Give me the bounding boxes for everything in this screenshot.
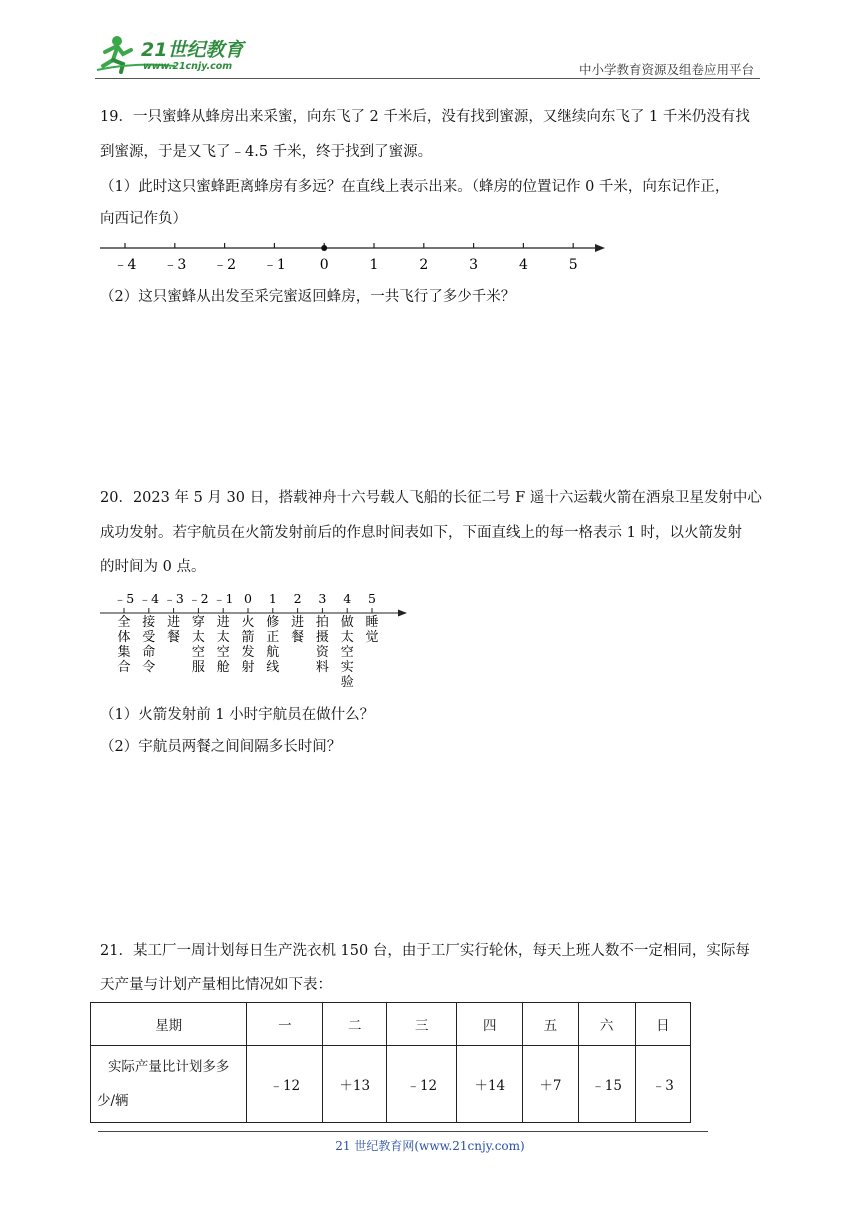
q20-sub1: （1）火箭发射前 1 小时宇航员在做什么？: [100, 707, 375, 723]
schedule-activity-char: 航: [266, 645, 280, 660]
schedule-tick-label: ﹣2: [188, 591, 209, 606]
schedule-activity-char: 进: [291, 615, 305, 630]
table-row: [91, 1046, 691, 1123]
schedule-activity-char: 空: [340, 645, 354, 660]
q19-sub1-line2: 向西记作负）: [100, 211, 187, 227]
svg-text:www.21cnjy.com: www.21cnjy.com: [143, 61, 233, 72]
schedule-activity-char: 正: [266, 630, 280, 645]
schedule-activity-char: 摄: [315, 630, 329, 645]
q20-text-line1: 20．2023 年 5 月 30 日，搭载神舟十六号载人飞船的长征二号 F 遥十六运载火箭在酒泉卫星发射中心: [100, 490, 762, 506]
schedule-activity-char: 实: [340, 660, 354, 675]
q20-sub2: （2）宇航员两餐之间间隔多长时间？: [100, 739, 342, 755]
schedule-activity-char: 火: [241, 615, 255, 630]
origin-dot: [321, 245, 327, 251]
q20-text-line2: 成功发射。若宇航员在火箭发射前后的作息时间表如下，下面直线上的每一格表示 1 时，以火箭发射: [100, 525, 742, 541]
table-cell: ﹣15: [578, 1046, 635, 1123]
schedule-activity-char: 睡: [365, 615, 379, 630]
schedule-activity-char: 餐: [291, 630, 305, 645]
table-cell: ﹣12: [247, 1046, 323, 1123]
svg-text:21世纪教育: 21世纪教育: [141, 39, 244, 61]
table-header-day: 三: [387, 1003, 457, 1046]
schedule-activity-char: 太: [340, 630, 354, 645]
schedule-activity-char: 全: [117, 615, 131, 630]
schedule-tick-label: 3: [318, 591, 327, 606]
table-header-day: 四: [457, 1003, 523, 1046]
schedule-activity-char: 服: [191, 660, 205, 675]
number-line-label: 2: [419, 257, 429, 273]
schedule-activity-char: 体: [117, 630, 131, 645]
schedule-activity-char: 令: [142, 660, 156, 675]
runner-icon: [95, 32, 265, 74]
schedule-tick-label: ﹣4: [138, 591, 160, 606]
table-cell: ＋13: [323, 1046, 387, 1123]
schedule-tick-label: ﹣1: [212, 591, 234, 606]
q20-schedule-line: [95, 586, 415, 694]
schedule-tick-label: ﹣5: [113, 591, 135, 606]
schedule-activity-char: 受: [142, 630, 156, 645]
table-header-day: 日: [635, 1003, 690, 1046]
table-cell: ＋7: [523, 1046, 578, 1123]
site-logo[interactable]: [95, 32, 265, 74]
table-header-day: 二: [323, 1003, 387, 1046]
schedule-activity-char: 做: [340, 615, 354, 630]
schedule-tick-label: 4: [343, 591, 352, 606]
q19-sub2: （2）这只蜜蜂从出发至采完蜜返回蜂房，一共飞行了多少千米？: [100, 289, 516, 305]
schedule-activity-char: 餐: [167, 630, 181, 645]
schedule-tick-label: 5: [368, 591, 376, 606]
number-line-label: ﹣2: [213, 257, 237, 273]
schedule-activity-char: 进: [216, 615, 230, 630]
schedule-tick-label: 1: [268, 591, 277, 606]
header-platform-text: 中小学教育资源及组卷应用平台: [578, 63, 754, 77]
schedule-activity-char: 射: [241, 660, 255, 675]
schedule-tick-label: 0: [244, 591, 252, 606]
schedule-activity-char: 合: [117, 660, 131, 675]
schedule-activity-char: 料: [315, 660, 329, 675]
number-line-label: ﹣4: [113, 257, 137, 273]
schedule-activity-char: 觉: [365, 630, 379, 645]
table-cell: ＋14: [457, 1046, 523, 1123]
table-header-day: 五: [523, 1003, 578, 1046]
schedule-activity-char: 集: [117, 645, 131, 660]
number-line-label: 1: [369, 257, 379, 273]
footer-divider: [98, 1131, 708, 1132]
number-line-label: 4: [518, 257, 528, 273]
schedule-activity-char: 进: [167, 615, 181, 630]
q19-text-line2: 到蜜源，于是又飞了﹣4.5 千米，终于找到了蜜源。: [100, 144, 433, 160]
page-header: [95, 30, 760, 80]
schedule-activity-char: 空: [191, 645, 205, 660]
table-header-day: 一: [247, 1003, 323, 1046]
schedule-activity-char: 命: [142, 645, 156, 660]
schedule-activity-char: 发: [241, 645, 255, 660]
number-line-label: 0: [319, 257, 329, 273]
schedule-activity-char: 拍: [315, 615, 329, 630]
schedule-activity-char: 验: [340, 675, 354, 690]
table-header-row: [91, 1003, 691, 1046]
schedule-tick-label: ﹣3: [163, 591, 184, 606]
table-cell: ﹣12: [387, 1046, 457, 1123]
schedule-activity-char: 接: [142, 615, 156, 630]
table-header-label: 星期: [91, 1003, 247, 1046]
number-line-label: ﹣3: [163, 257, 187, 273]
q19-number-line: [95, 238, 615, 278]
header-divider: [95, 78, 760, 79]
footer-link[interactable]: 21 世纪教育网(www.21cnjy.com): [335, 1139, 525, 1153]
schedule-activity-char: 穿: [191, 615, 205, 630]
q19-text-line1: 19．一只蜜蜂从蜂房出来采蜜，向东飞了 2 千米后，没有找到蜜源，又继续向东飞了 1 千米仍没有找: [100, 109, 750, 125]
table-row-label: 实际产量比计划多多 少/辆: [91, 1046, 247, 1123]
table-header-day: 六: [578, 1003, 635, 1046]
number-line-label: 5: [568, 257, 578, 273]
table-cell: ﹣3: [635, 1046, 690, 1123]
schedule-tick-label: 2: [293, 591, 302, 606]
schedule-activity-char: 舱: [216, 660, 230, 675]
number-line-label: ﹣1: [262, 257, 286, 273]
q19-sub1-line1: （1）此时这只蜜蜂距离蜂房有多远？在直线上表示出来。（蜂房的位置记作 0 千米，向东记作正，: [100, 179, 730, 195]
schedule-activity-char: 空: [216, 645, 230, 660]
schedule-activity-char: 线: [266, 660, 280, 675]
schedule-activity-char: 箭: [241, 630, 255, 645]
production-table: [90, 1002, 691, 1123]
schedule-activity-char: 修: [266, 615, 280, 630]
schedule-activity-char: 太: [191, 630, 205, 645]
q21-text-line1: 21．某工厂一周计划每日生产洗衣机 150 台，由于工厂实行轮休，每天上班人数不一定相同，实际每: [100, 943, 750, 959]
q20-text-line3: 的时间为 0 点。: [100, 559, 206, 575]
number-line-label: 3: [469, 257, 479, 273]
schedule-activity-char: 资: [315, 645, 329, 660]
schedule-activity-char: 太: [216, 630, 230, 645]
q21-text-line2: 天产量与计划产量相比情况如下表：: [100, 977, 332, 993]
